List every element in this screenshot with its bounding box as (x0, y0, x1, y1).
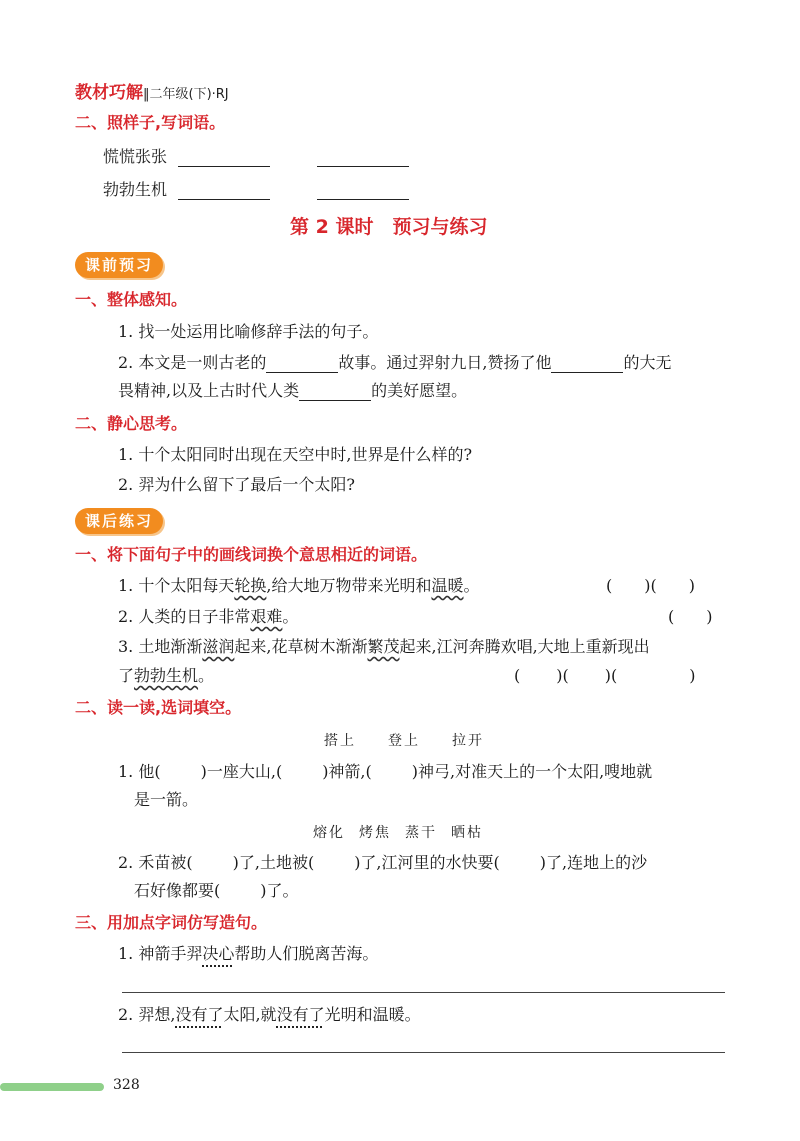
section-think-title: 二、静心思考。 (75, 414, 188, 433)
bank-word: 蒸干 (405, 825, 437, 841)
question-2-line-2 (118, 381, 467, 401)
header-grade: 二年级(下)·RJ (149, 87, 229, 102)
bank-word: 登上 (388, 733, 420, 749)
example-row-2 (103, 180, 409, 200)
example-word-2: 勃勃生机 (103, 180, 168, 199)
item-text: 石好像都要( (134, 881, 221, 900)
question-1: 1. 找一处运用比喻修辞手法的句子。 (118, 322, 379, 341)
underlined-word: 繁茂 (367, 637, 400, 656)
item-text: 起来,江河奔腾欢唱,大地上重新现出 (399, 637, 650, 656)
badge-practice: 课后练习 (75, 508, 163, 534)
answer-blank[interactable] (317, 150, 409, 167)
question-4: 2. 羿为什么留下了最后一个太阳? (118, 475, 355, 494)
question-3: 1. 十个太阳同时出现在天空中时,世界是什么样的? (118, 445, 473, 464)
bank-word: 搭上 (324, 733, 356, 749)
bank-word: 晒枯 (451, 825, 483, 841)
item-text: 2. 羿想, (118, 1005, 176, 1024)
header-brand: 教材巧解 (75, 83, 143, 103)
synonym-item-3-line-1 (118, 637, 650, 657)
item-text: )神弓,对准天上的一个太阳,嗖地就 (411, 762, 653, 781)
answer-parens[interactable]: ( )( ) (606, 576, 695, 595)
question-2-text: 故事。通过羿射九日,赞扬了他 (338, 353, 552, 372)
fill-item-1-line-2: 是一箭。 (134, 790, 199, 809)
word-bank-2 (313, 822, 483, 842)
item-text: 3. 土地渐渐 (118, 637, 203, 656)
bank-word: 烤焦 (359, 825, 391, 841)
answer-blank[interactable] (551, 356, 623, 373)
lesson-title: 第 2 课时 预习与练习 (290, 216, 488, 238)
underlined-word: 滋润 (202, 637, 235, 656)
synonym-item-3-line-2 (118, 666, 214, 686)
fill-item-2-line-2 (134, 881, 299, 901)
item-text: 。 (198, 666, 215, 685)
question-2-line-1 (118, 353, 671, 373)
word-bank-1 (324, 730, 484, 750)
answer-line-2[interactable] (122, 1052, 725, 1053)
item-text: 2. 人类的日子非常 (118, 607, 251, 626)
item-text: 1. 神箭手羿 (118, 944, 203, 963)
answer-parens[interactable]: ( ) (668, 607, 713, 626)
underlined-word: 勃勃生机 (134, 666, 199, 685)
fill-item-2-line-1 (118, 853, 647, 873)
item-text: )了,土地被( (232, 853, 315, 872)
item-text: 起来,花草树木渐渐 (234, 637, 368, 656)
answer-blank[interactable] (266, 356, 338, 373)
footer-bar (0, 1083, 104, 1091)
answer-parens[interactable]: ( )( )( ) (514, 666, 696, 685)
item-text: 1. 十个太阳每天 (118, 576, 235, 595)
item-text: 帮助人们脱离苦海。 (234, 944, 379, 963)
item-text: 了 (118, 666, 135, 685)
fill-item-1-line-1 (118, 762, 652, 782)
question-2-text: 2. 本文是一则古老的 (118, 353, 267, 372)
answer-blank[interactable] (299, 384, 371, 401)
section-fill-title: 二、读一读,选词填空。 (75, 698, 242, 717)
example-word-1: 慌慌张张 (103, 147, 168, 166)
item-text: )了,连地上的沙 (539, 853, 648, 872)
bank-word: 熔化 (313, 825, 345, 841)
bank-word: 拉开 (452, 733, 484, 749)
model-sentence-2 (118, 1005, 421, 1025)
item-text: )神箭,( (322, 762, 372, 781)
item-text: ,给大地万物带来光明和 (266, 576, 432, 595)
item-text: 1. 他( (118, 762, 161, 781)
page-number: 328 (113, 1077, 140, 1093)
example-row-1 (103, 147, 409, 167)
item-text: 。 (282, 607, 299, 626)
item-text: )一座大山,( (200, 762, 283, 781)
badge-preview: 课前预习 (75, 252, 163, 278)
section-imitate-sentence-title: 三、用加点字词仿写造句。 (75, 913, 268, 932)
section-synonym-title: 一、将下面句子中的画线词换个意思相近的词语。 (75, 545, 428, 564)
dotted-word: 决心 (202, 944, 235, 963)
dotted-word: 没有了 (276, 1005, 325, 1024)
answer-blank[interactable] (178, 150, 270, 167)
answer-blank[interactable] (317, 183, 409, 200)
question-2-text: 畏精神,以及上古时代人类 (118, 381, 300, 400)
underlined-word: 温暖 (431, 576, 464, 595)
underlined-word: 艰难 (250, 607, 283, 626)
running-header (75, 78, 229, 103)
item-text: 。 (463, 576, 480, 595)
section-imitate-title: 二、照样子,写词语。 (75, 113, 226, 132)
answer-blank[interactable] (178, 183, 270, 200)
item-text: )了。 (260, 881, 299, 900)
model-sentence-1 (118, 944, 378, 964)
question-2-text: 的美好愿望。 (371, 381, 468, 400)
synonym-item-1 (118, 576, 480, 596)
item-text: 2. 禾苗被( (118, 853, 193, 872)
dotted-word: 没有了 (175, 1005, 224, 1024)
item-text: 光明和温暖。 (324, 1005, 421, 1024)
synonym-item-2 (118, 607, 298, 627)
header-separator: ‖ (143, 87, 150, 102)
question-2-text: 的大无 (623, 353, 672, 372)
item-text: )了,江河里的水快要( (354, 853, 500, 872)
underlined-word: 轮换 (234, 576, 267, 595)
answer-line-1[interactable] (122, 992, 725, 993)
section-overall-title: 一、整体感知。 (75, 290, 188, 309)
item-text: 太阳,就 (223, 1005, 277, 1024)
